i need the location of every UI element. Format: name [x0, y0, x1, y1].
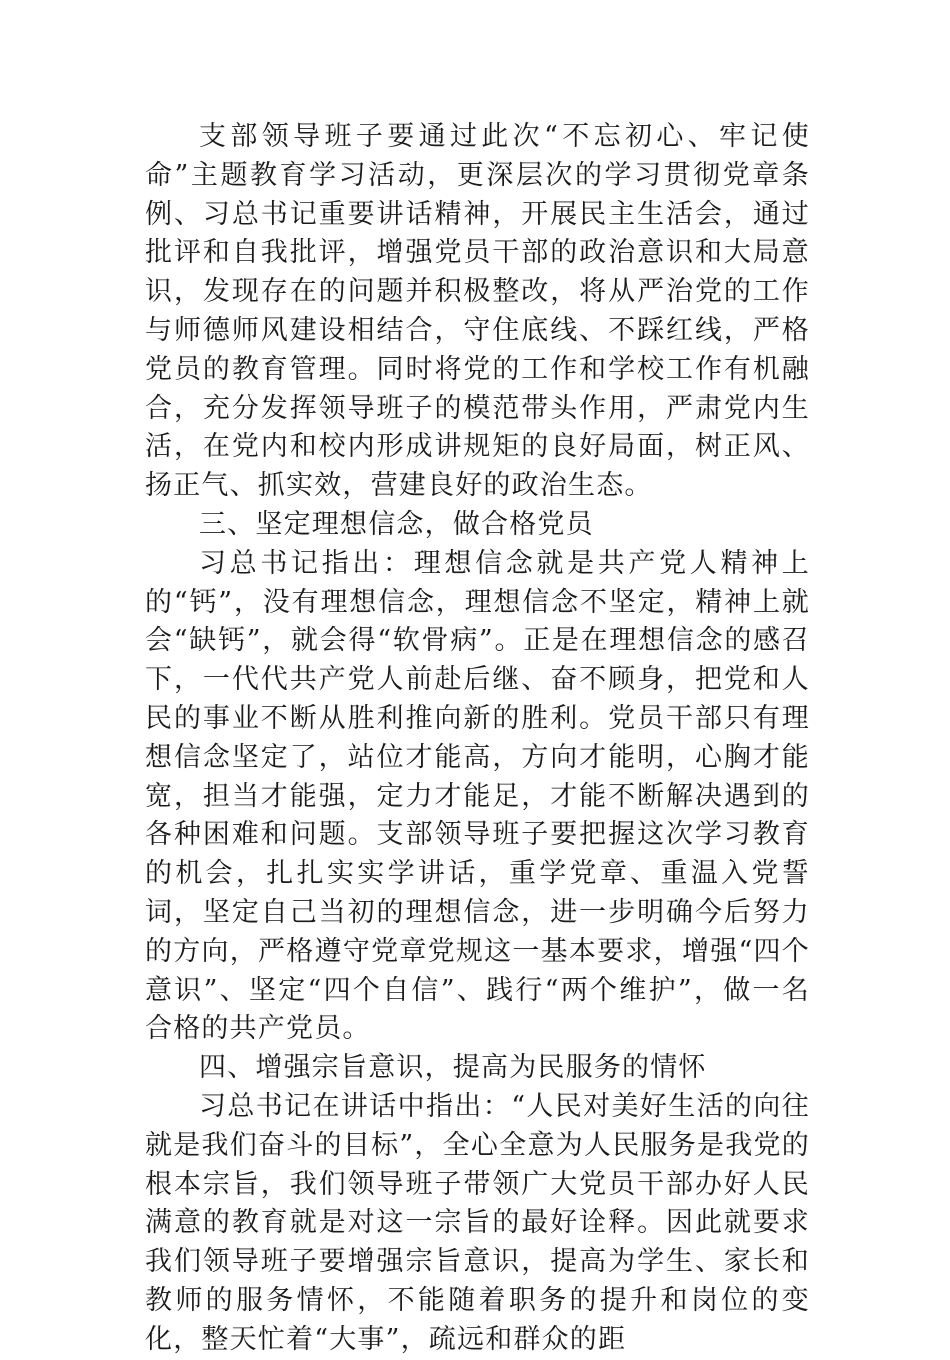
- section-heading-3: 三、坚定理想信念，做合格党员: [199, 508, 594, 540]
- document-body: [145, 118, 810, 1360]
- paragraph-purpose-awareness: 习总书记在讲话中指出：“人民对美好生活的向往就是我们奋斗的目标”，全心全意为人民服务是我党的根本宗旨，我们领导班子带领广大党员干部办好人民满意的教育就是对这一宗旨的最好诠释。因此就要求我们领导班子要增强宗旨意识，提高为学生、家长和教师的服务情怀，不能随着职务的提升和岗位的变化，整天忙着“大事”，疏远和群众的距: [145, 1090, 810, 1355]
- paragraph-leadership-team: 支部领导班子要通过此次“不忘初心、牢记使命”主题教育学习活动，更深层次的学习贯彻党章条例、习总书记重要讲话精神，开展民主生活会，通过批评和自我批评，增强党员干部的政治意识和大局意识，发现存在的问题并积极整改，将从严治党的工作与师德师风建设相结合，守住底线、不踩红线，严格党员的教育管理。同时将党的工作和学校工作有机融合，充分发挥领导班子的模范带头作用，严肃党内生活，在党内和校内形成讲规矩的良好局面，树正风、扬正气、抓实效，营建良好的政治生态。: [145, 121, 810, 502]
- paragraph-ideals-beliefs: 习总书记指出：理想信念就是共产党人精神上的“钙”，没有理想信念，理想信念不坚定，精神上就会“缺钙”，就会得“软骨病”。正是在理想信念的感召下，一代代共产党人前赴后继、奋不顾身，把党和人民的事业不断从胜利推向新的胜利。党员干部只有理想信念坚定了，站位才能高，方向才能明，心胸才能宽，担当才能强，定力才能足，才能不断解决遇到的各种困难和问题。支部领导班子要把握这次学习教育的机会，扎扎实实学讲话，重学党章、重温入党誓词，坚定自己当初的理想信念，进一步明确今后努力的方向，严格遵守党章党规这一基本要求，增强“四个意识”、坚定“四个自信”、践行“两个维护”，做一名合格的共产党员。: [145, 547, 810, 1045]
- section-heading-4: 四、增强宗旨意识，提高为民服务的情怀: [199, 1052, 707, 1084]
